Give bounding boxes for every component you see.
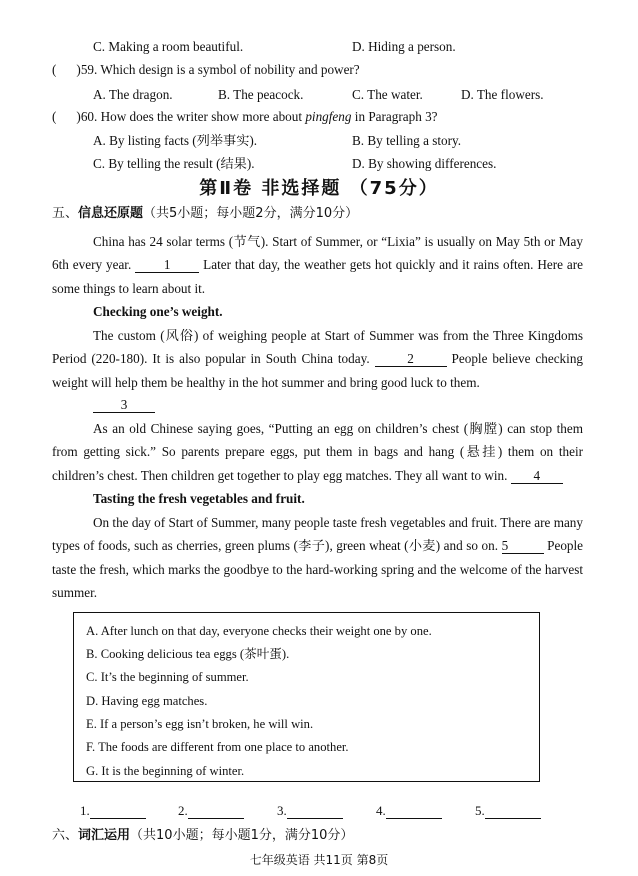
q59-stem-line xyxy=(52,61,360,79)
section6-info: （共10小题；每小题1分，满分10分） xyxy=(130,828,354,843)
q60-stem-after: in Paragraph 3? xyxy=(351,109,438,124)
answer-slot-1[interactable] xyxy=(80,803,146,819)
p2-text-b: People believe checking weight will help them be healthy in the hot summer and bring good luck to them. xyxy=(52,351,584,390)
passage-paragraph-2 xyxy=(52,324,583,394)
answer-label-1: 1. xyxy=(80,803,90,818)
q60-stem-before: 60. How does the writer show more about xyxy=(80,109,306,124)
q59-option-d: D. The flowers. xyxy=(461,87,544,102)
q60-option-c: C. By telling the result (结果). xyxy=(93,156,255,171)
p2-text-a: The custom (风俗) of weighing people at Start of Summer was from the Three Kingdoms Period (220-180). It is also popular in South China today. xyxy=(52,328,583,367)
answer-line-3[interactable] xyxy=(287,804,343,819)
answer-label-4: 4. xyxy=(376,803,386,818)
choice-g: G. It is the beginning of winter. xyxy=(86,764,245,778)
p3-text: As an old Chinese saying goes, “Putting an egg on children’s chest (胸膛) can stop them from getting sick.” So parents prepare eggs, put them in bags and hang (悬挂) them on their children’s chest. Then children get together to play egg matches. They all want to win. xyxy=(52,421,583,483)
q59-stem: 59. Which design is a symbol of nobility and power? xyxy=(80,62,360,77)
answer-slot-3[interactable] xyxy=(277,803,343,819)
answer-line-4[interactable] xyxy=(386,804,442,819)
q59-answer-paren-close: ) xyxy=(76,62,81,77)
q60-option-d: D. By showing differences. xyxy=(352,156,497,171)
p4-text-a: On the day of Start of Summer, many people taste fresh vegetables and fruit. There are many types of foods, such as cherries, green plums (李子), green wheat (小麦) and so on. xyxy=(52,515,583,554)
choice-e: E. If a person’s egg isn’t broken, he will win. xyxy=(86,717,314,731)
q60-answer-paren-open: ( xyxy=(52,109,57,124)
blank-5: 5 xyxy=(502,538,544,554)
section5-number: 五、 xyxy=(52,206,79,221)
q59-option-b: B. The peacock. xyxy=(218,87,304,102)
blank-4: 4 xyxy=(511,468,563,484)
subheading-checking-weight: Checking one’s weight. xyxy=(93,304,223,319)
answer-label-5: 5. xyxy=(475,803,485,818)
section5-header xyxy=(52,202,358,221)
q60-stem-line xyxy=(52,108,438,126)
q59-answer-paren-open: ( xyxy=(52,62,57,77)
part2-heading: 第Ⅱ卷 非选择题 （75分） xyxy=(199,178,439,199)
answer-label-3: 3. xyxy=(277,803,287,818)
answer-line-5[interactable] xyxy=(485,804,541,819)
choice-a: A. After lunch on that day, everyone checks their weight one by one. xyxy=(86,624,432,638)
p1-text-b: Later that day, the weather gets hot quickly and it rains often. Here are some things to learn about it. xyxy=(52,257,584,296)
section5-title: 信息还原题 xyxy=(78,206,144,221)
q58-option-c: C. Making a room beautiful. xyxy=(93,39,244,54)
choice-f: F. The foods are different from one place to another. xyxy=(86,740,349,754)
answer-label-2: 2. xyxy=(178,803,188,818)
passage-paragraph-3 xyxy=(52,417,583,487)
passage-paragraph-4 xyxy=(52,511,583,605)
q60-stem-italic: pingfeng xyxy=(305,109,352,124)
section6-title: 词汇运用 xyxy=(78,828,131,843)
blank-1: 1 xyxy=(135,257,199,273)
blank-2: 2 xyxy=(375,351,447,367)
q59-option-c: C. The water. xyxy=(352,87,423,102)
q59-option-a: A. The dragon. xyxy=(93,87,173,102)
q58-option-d: D. Hiding a person. xyxy=(352,39,456,54)
q60-answer-paren-close: ) xyxy=(76,109,81,124)
passage-paragraph-1 xyxy=(52,230,583,300)
answer-slot-5[interactable] xyxy=(475,803,541,819)
blank-3: 3 xyxy=(93,397,155,413)
blank-3-line xyxy=(93,396,155,414)
choice-d: D. Having egg matches. xyxy=(86,694,208,708)
section5-info: （共5小题；每小题2分，满分10分） xyxy=(143,206,359,221)
section6-header xyxy=(52,824,353,843)
choices-box xyxy=(73,612,540,782)
choice-c: C. It’s the beginning of summer. xyxy=(86,670,249,684)
section6-number: 六、 xyxy=(52,828,79,843)
q60-option-a: A. By listing facts (列举事实). xyxy=(93,133,258,148)
page-footer: 七年级英语 共11页 第8页 xyxy=(249,853,389,867)
choice-b: B. Cooking delicious tea eggs (茶叶蛋). xyxy=(86,647,290,661)
q60-option-b: B. By telling a story. xyxy=(352,133,462,148)
answer-slot-4[interactable] xyxy=(376,803,442,819)
p4-text-b: People taste the fresh, which marks the goodbye to the hard-working spring and the welcome of the harvest summer. xyxy=(52,538,584,601)
answer-line-2[interactable] xyxy=(188,804,244,819)
answer-line-1[interactable] xyxy=(90,804,146,819)
p1-text-a: China has 24 solar terms (节气). Start of Summer, or “Lixia” is usually on May 5th or May 6th every year. xyxy=(52,234,583,273)
answer-slot-2[interactable] xyxy=(178,803,244,819)
subheading-tasting-food: Tasting the fresh vegetables and fruit. xyxy=(93,491,305,506)
